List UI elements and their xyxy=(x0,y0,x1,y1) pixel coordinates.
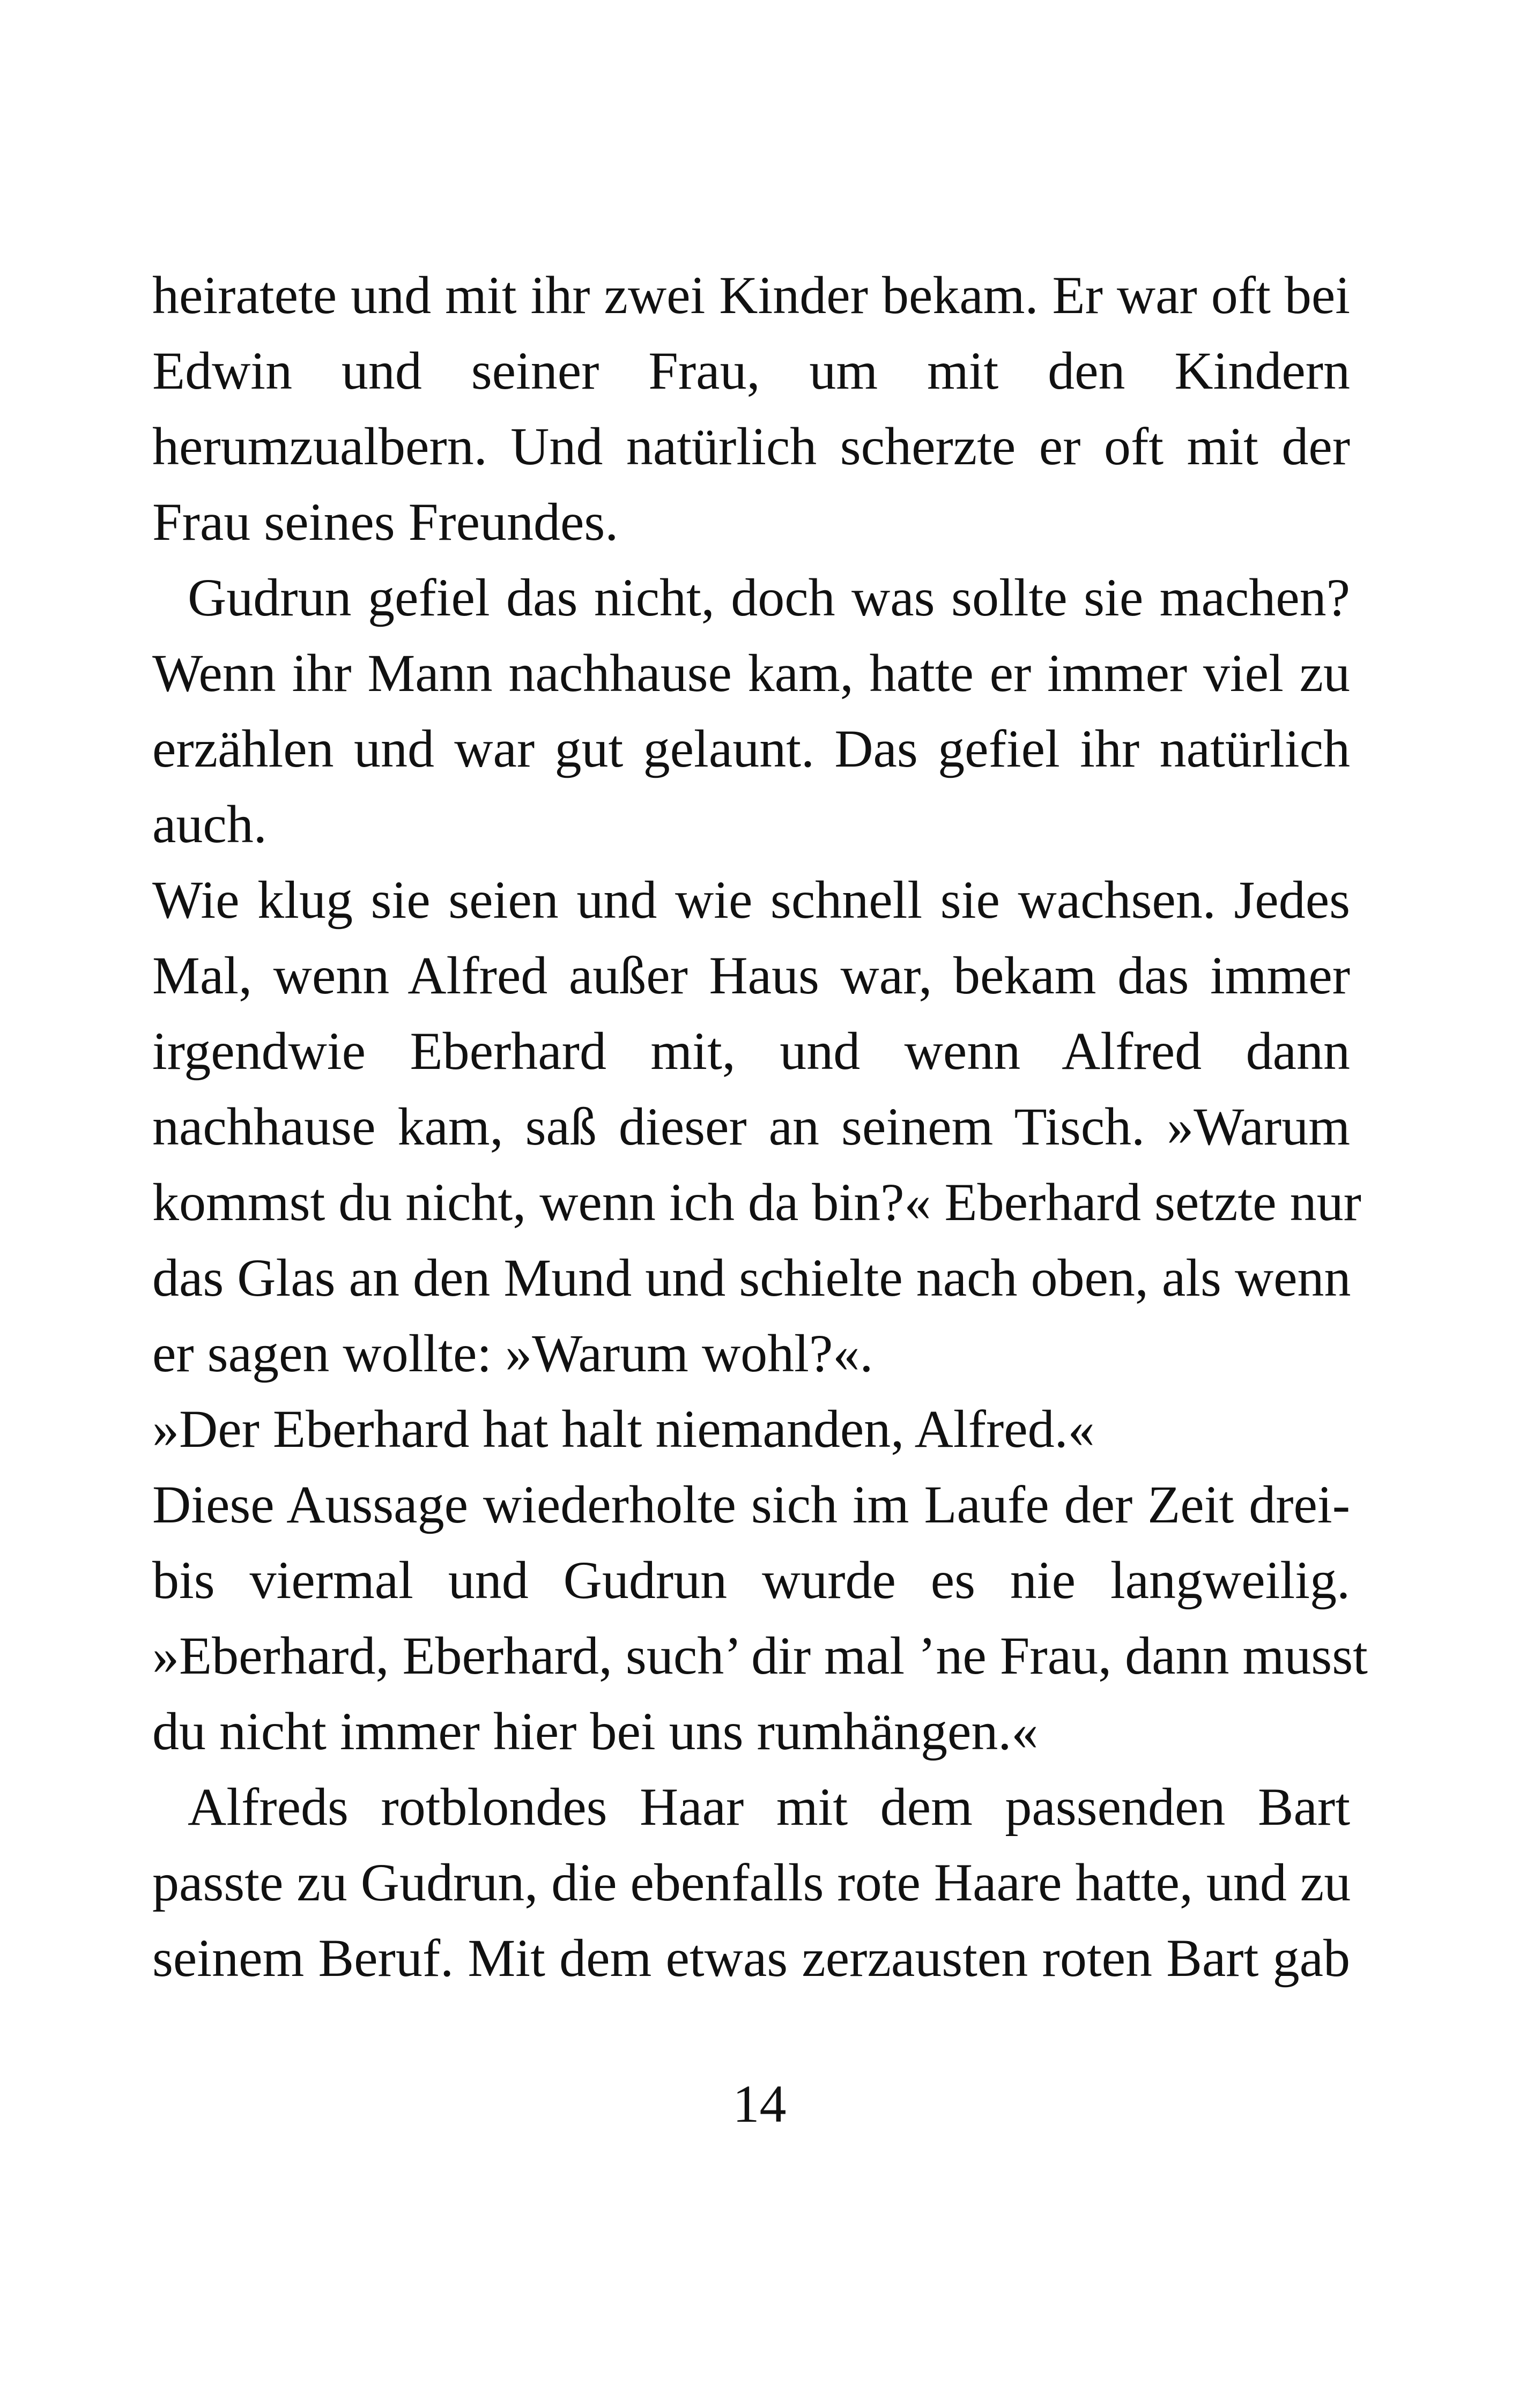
text-line: Wie klug sie seien und wie schnell sie wachsen. Jedes xyxy=(152,870,1350,930)
text-line: seinem Beruf. Mit dem etwas zerzausten roten Bart gab xyxy=(152,1928,1350,1988)
text-line: erzählen und war gut gelaunt. Das gefiel ihr natürlich xyxy=(152,719,1350,778)
text-line: du nicht immer hier bei uns rumhängen.« xyxy=(152,1701,1039,1761)
text-line: Diese Aussage wiederholte sich im Laufe der Zeit drei- xyxy=(152,1475,1350,1534)
text-line: Mal, wenn Alfred außer Haus war, bekam das immer xyxy=(152,946,1350,1005)
page-number: 14 xyxy=(732,2074,787,2134)
text-line: das Glas an den Mund und schielte nach oben, als wenn xyxy=(152,1248,1351,1307)
text-line: Alfreds rotblondes Haar mit dem passenden Bart xyxy=(188,1777,1350,1837)
text-line: Frau seines Freundes. xyxy=(152,492,619,552)
text-line: heiratete und mit ihr zwei Kinder bekam. Er war oft bei xyxy=(152,265,1350,325)
text-line: bis viermal und Gudrun wurde es nie langweilig. xyxy=(152,1550,1350,1610)
text-line: Wenn ihr Mann nachhause kam, hatte er immer viel zu xyxy=(152,643,1350,703)
text-line: Edwin und seiner Frau, um mit den Kindern xyxy=(152,341,1350,400)
text-line: »Eberhard, Eberhard, such’ dir mal ’ne Frau, dann musst xyxy=(152,1626,1368,1685)
text-line: er sagen wollte: »Warum wohl?«. xyxy=(152,1324,873,1383)
text-line: nachhause kam, saß dieser an seinem Tisch. »Warum xyxy=(152,1097,1350,1156)
text-line: irgendwie Eberhard mit, und wenn Alfred dann xyxy=(152,1021,1350,1081)
text-line: herumzualbern. Und natürlich scherzte er oft mit der xyxy=(152,417,1350,476)
body-text xyxy=(152,257,1368,1996)
text-line: Gudrun gefiel das nicht, doch was sollte sie machen? xyxy=(188,568,1350,627)
text-line: kommst du nicht, wenn ich da bin?« Eberhard setzte nur xyxy=(152,1172,1361,1232)
text-line: auch. xyxy=(152,794,267,854)
text-line: »Der Eberhard hat halt niemanden, Alfred.« xyxy=(152,1399,1095,1459)
text-line: passte zu Gudrun, die ebenfalls rote Haare hatte, und zu xyxy=(152,1853,1351,1912)
